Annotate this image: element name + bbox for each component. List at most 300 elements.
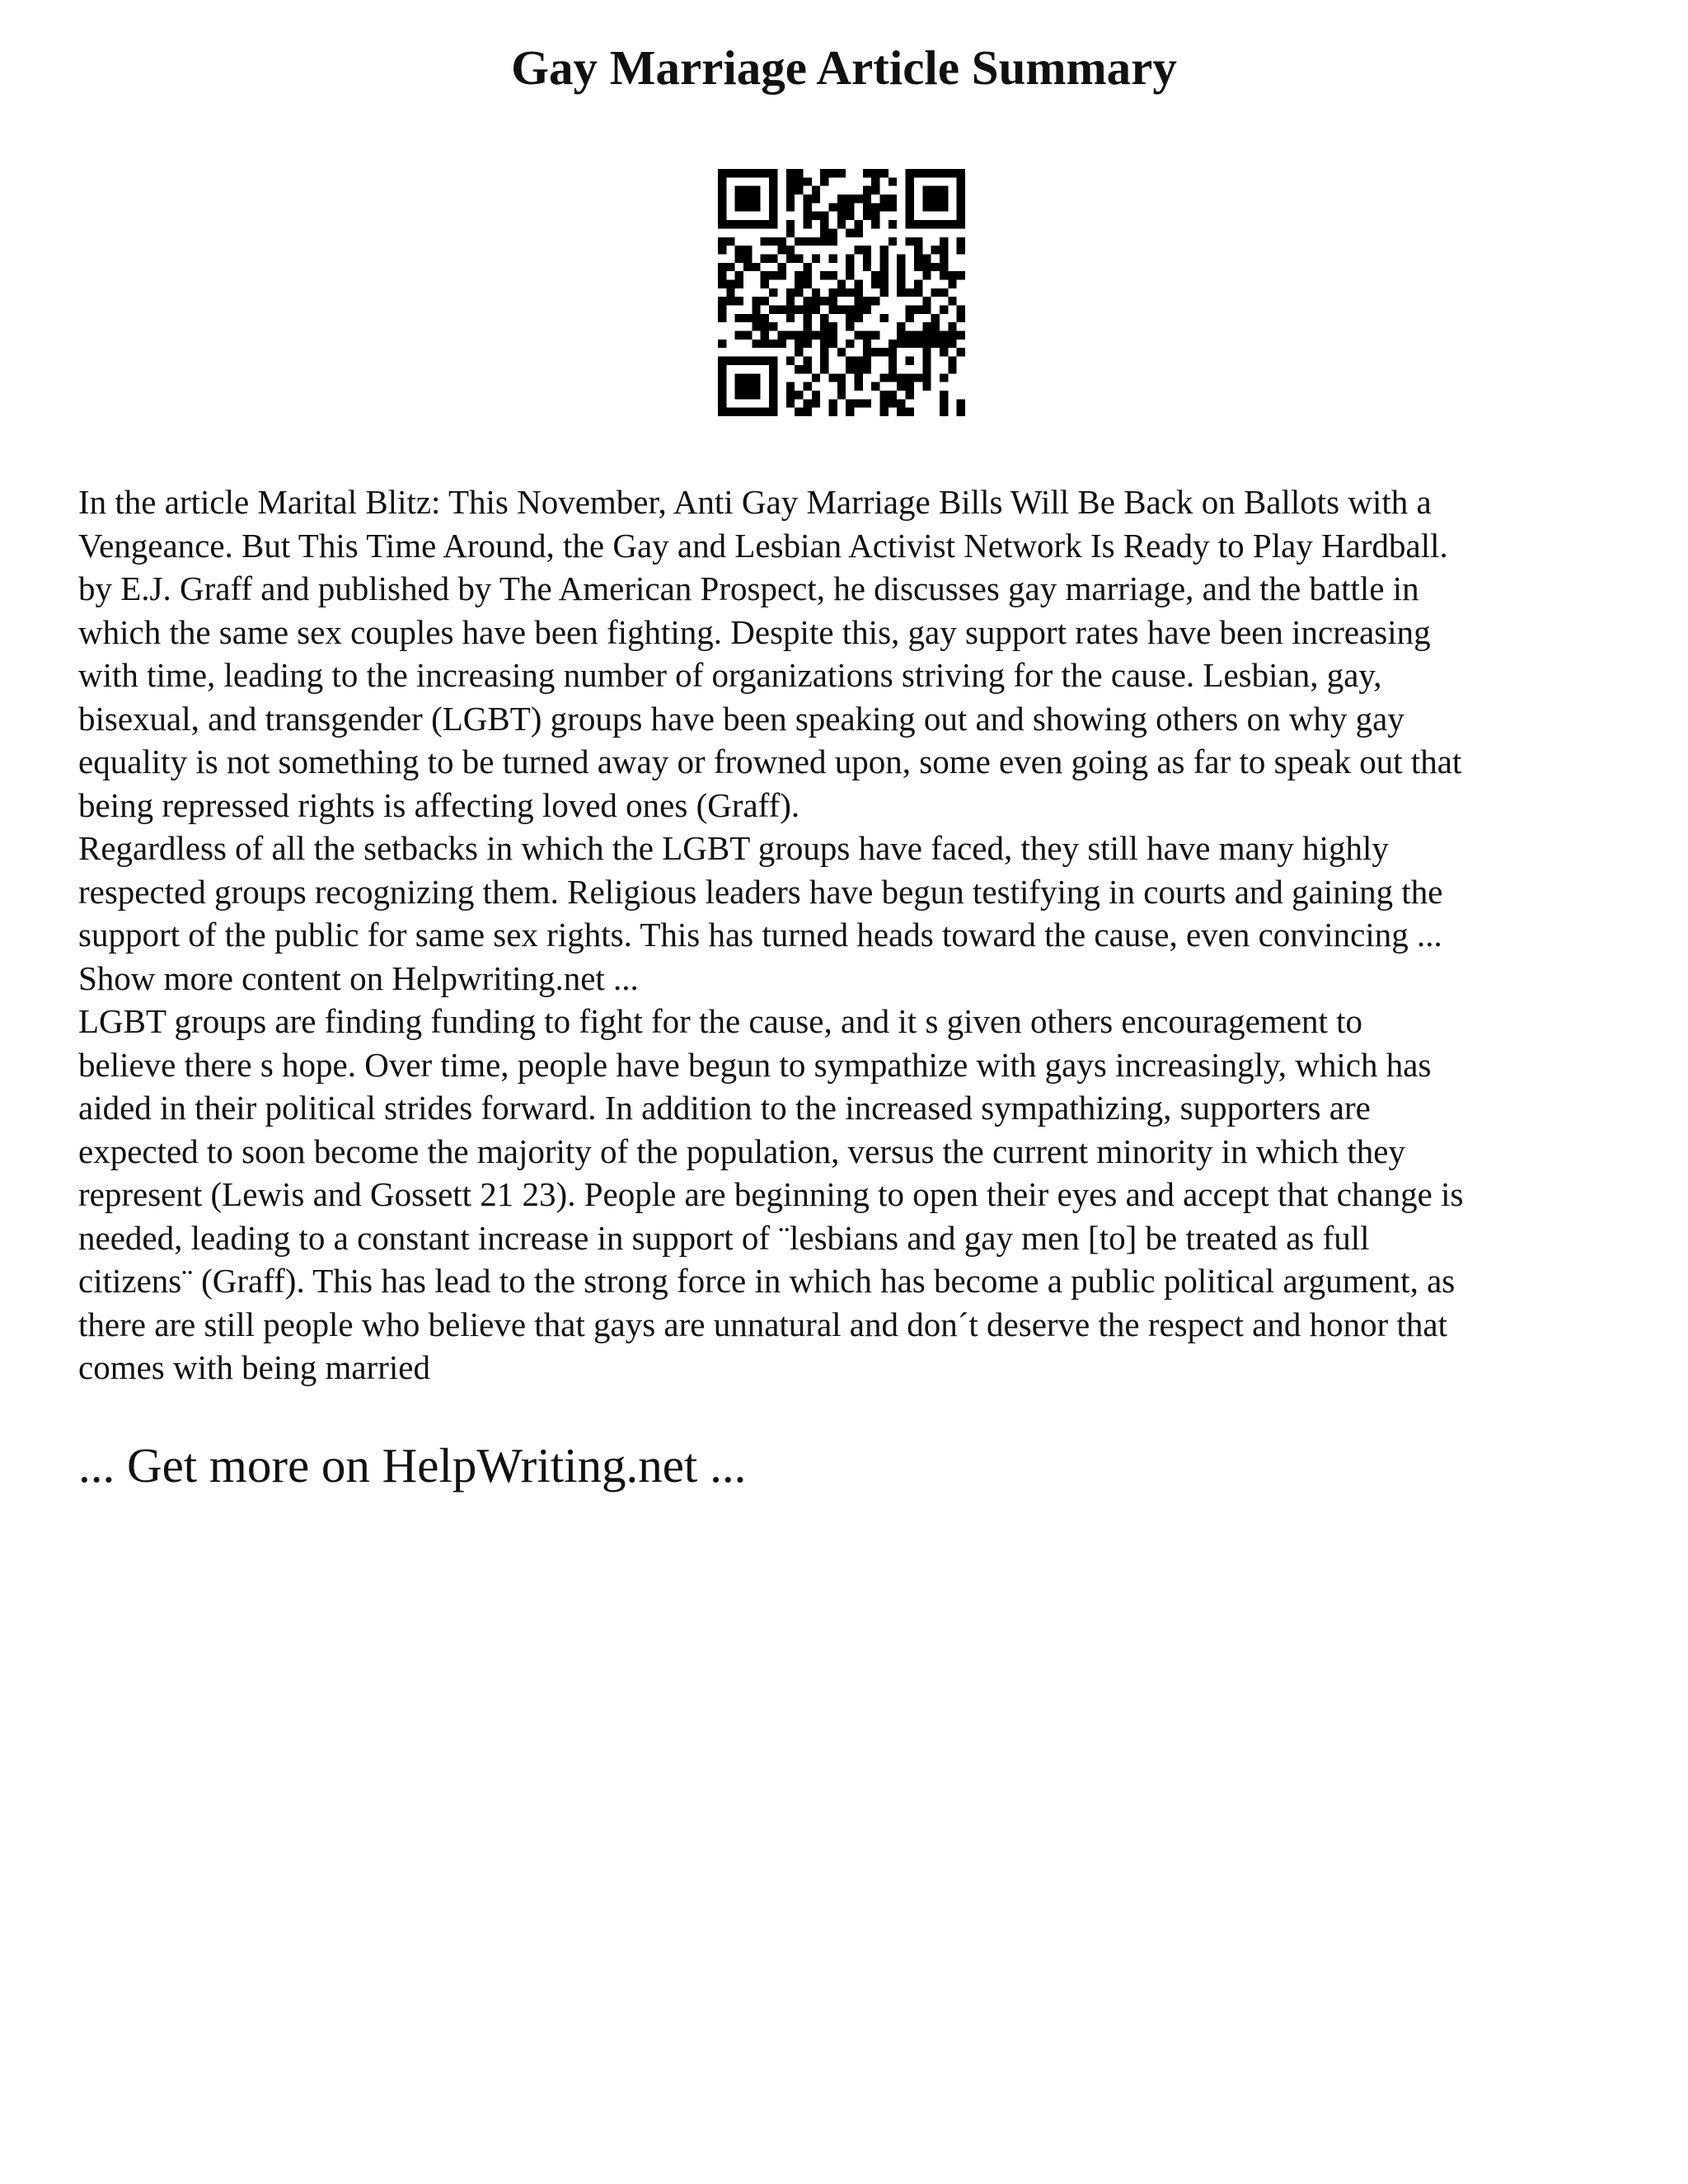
qr-module (761, 340, 769, 348)
qr-module (769, 186, 777, 194)
qr-module (820, 365, 828, 373)
qr-module (863, 203, 871, 211)
qr-module (837, 212, 846, 220)
qr-module (812, 237, 820, 246)
qr-module (820, 297, 828, 305)
qr-module (769, 237, 777, 246)
qr-module (837, 194, 846, 203)
qr-module (940, 340, 948, 348)
qr-module (906, 203, 914, 211)
qr-module (795, 288, 803, 297)
qr-module (795, 177, 803, 185)
qr-module (803, 314, 811, 322)
qr-module (863, 254, 871, 262)
qr-module (837, 169, 846, 177)
qr-module (752, 186, 760, 194)
qr-module (718, 399, 726, 407)
qr-module (889, 194, 897, 203)
qr-module (795, 169, 803, 177)
qr-module (846, 399, 854, 407)
qr-module (828, 271, 837, 279)
qr-module (820, 322, 828, 330)
qr-module (871, 203, 879, 211)
qr-module (957, 186, 965, 194)
qr-module (914, 254, 922, 262)
qr-module (922, 220, 931, 228)
qr-module (863, 246, 871, 254)
qr-module (752, 322, 760, 330)
qr-module (889, 399, 897, 407)
qr-module (820, 348, 828, 356)
qr-module (863, 340, 871, 348)
qr-module (880, 194, 889, 203)
qr-module (948, 322, 956, 330)
qr-module (846, 194, 854, 203)
qr-module (828, 322, 837, 330)
qr-module (803, 297, 811, 305)
qr-module (922, 186, 931, 194)
qr-module (855, 220, 863, 228)
qr-module (914, 246, 922, 254)
qr-module (769, 254, 777, 262)
qr-module (906, 177, 914, 185)
qr-module (906, 288, 914, 297)
qr-module (786, 314, 795, 322)
qr-module (880, 203, 889, 211)
qr-module (855, 331, 863, 340)
qr-module (769, 203, 777, 211)
qr-module (828, 340, 837, 348)
qr-module (846, 408, 854, 416)
qr-module (855, 288, 863, 297)
qr-module (752, 314, 760, 322)
qr-module (940, 271, 948, 279)
qr-module (906, 373, 914, 382)
qr-module (855, 399, 863, 407)
qr-module (769, 177, 777, 185)
qr-module (752, 297, 760, 305)
qr-module (880, 288, 889, 297)
qr-module (718, 246, 726, 254)
qr-module (752, 194, 760, 203)
qr-module (803, 322, 811, 330)
qr-module (735, 297, 743, 305)
qr-module (777, 246, 785, 254)
qr-module (897, 340, 905, 348)
qr-module (880, 391, 889, 399)
qr-module (761, 279, 769, 288)
qr-module (855, 365, 863, 373)
qr-module (726, 297, 734, 305)
qr-module (846, 306, 854, 314)
qr-module (820, 212, 828, 220)
qr-module (846, 365, 854, 373)
qr-module (906, 212, 914, 220)
qr-module (906, 169, 914, 177)
qr-module (786, 186, 795, 194)
qr-module (820, 340, 828, 348)
qr-module (743, 373, 752, 382)
qr-module (812, 306, 820, 314)
qr-module (855, 382, 863, 391)
qr-module (957, 220, 965, 228)
qr-module (820, 271, 828, 279)
qr-code-icon (718, 169, 965, 416)
qr-module (957, 331, 965, 340)
qr-module (803, 340, 811, 348)
qr-module (735, 373, 743, 382)
qr-module (863, 263, 871, 271)
qr-module (752, 382, 760, 391)
qr-module (855, 297, 863, 305)
qr-module (855, 279, 863, 288)
qr-module (837, 279, 846, 288)
qr-module (786, 254, 795, 262)
qr-module (812, 186, 820, 194)
qr-module (726, 408, 734, 416)
qr-module (897, 382, 905, 391)
qr-module (906, 331, 914, 340)
qr-module (718, 297, 726, 305)
qr-module (906, 186, 914, 194)
qr-module (761, 297, 769, 305)
qr-module (769, 322, 777, 330)
qr-module (795, 279, 803, 288)
qr-module (855, 314, 863, 322)
qr-module (957, 169, 965, 177)
qr-module (880, 254, 889, 262)
qr-module (761, 271, 769, 279)
qr-module (786, 220, 795, 228)
qr-module (820, 237, 828, 246)
qr-module (718, 373, 726, 382)
qr-module (880, 279, 889, 288)
qr-module (940, 169, 948, 177)
qr-module (931, 340, 940, 348)
qr-module (786, 399, 795, 407)
qr-module (922, 254, 931, 262)
qr-module (931, 203, 940, 211)
qr-module (931, 186, 940, 194)
qr-module (863, 194, 871, 203)
qr-module (880, 408, 889, 416)
qr-module (940, 186, 948, 194)
qr-module (863, 357, 871, 365)
qr-module (786, 177, 795, 185)
qr-module (803, 271, 811, 279)
qr-module (940, 220, 948, 228)
qr-module (889, 203, 897, 211)
qr-module (803, 357, 811, 365)
qr-module (803, 194, 811, 203)
qr-module (718, 203, 726, 211)
qr-module (948, 331, 956, 340)
article-body: In the article Marital Blitz: This November, Anti Gay Marriage Bills Will Be Back on Ballots with a Vengeance. But This Time Around, the Gay and Lesbian Activist Network Is Ready to Play Hardball. by E.J. Graff and published by The American Prospect, he discusses gay marriage, and the battle in which the same sex couples have been fighting. Despite this, gay support rates have been increasing with time, leading to the increasing number of organizations striving for the cause. Lesbian, gay, bisexual, and transgender (LGBT) groups have been speaking out and showing others on why gay equality is not something to be turned away or frowned upon, some even going as far to speak out that being repressed rights is affecting loved ones (Graff). Regardless of all the setbacks in which the LGBT groups have faced, they still have many highly respected groups recognizing them. Religious leaders have begun testifying in courts and gaining the support of the public for same sex rights. This has turned heads toward the cause, even convincing ... Show more content on Helpwriting.net ... LGBT groups are finding funding to fight for the cause, and it s given others encouragement to believe there s hope. Over time, people have begun to sympathize with gays increasingly, which has aided in their political strides forward. In addition to the increased sympathizing, supporters are expected to soon become the majority of the population, versus the current minority in which they represent (Lewis and Gossett 21 23). People are beginning to open their eyes and accept that change is needed, leading to a constant increase in support of ¨lesbians and gay men [to] be treated as full citizens¨ (Graff). This has lead to the strong force in which has become a public political argument, as there are still people who believe that gays are unnatural and don´t deserve the respect and honor that comes with being married (78, 483, 1464, 1386)
qr-module (846, 314, 854, 322)
qr-module (718, 169, 726, 177)
qr-module (735, 254, 743, 262)
qr-module (743, 408, 752, 416)
qr-module (795, 237, 803, 246)
qr-module (889, 237, 897, 246)
qr-module (922, 271, 931, 279)
qr-module (735, 391, 743, 399)
qr-module (846, 228, 854, 237)
qr-module (735, 408, 743, 416)
qr-module (718, 391, 726, 399)
qr-module (786, 228, 795, 237)
qr-module (948, 297, 956, 305)
qr-module (855, 228, 863, 237)
qr-module (837, 220, 846, 228)
qr-module (828, 373, 837, 382)
qr-module (837, 288, 846, 297)
qr-module (718, 340, 726, 348)
qr-module (922, 194, 931, 203)
qr-module (897, 373, 905, 382)
qr-module (786, 194, 795, 203)
qr-module (914, 263, 922, 271)
qr-module (786, 391, 795, 399)
qr-module (795, 306, 803, 314)
qr-module (735, 357, 743, 365)
qr-module (837, 391, 846, 399)
qr-module (786, 203, 795, 211)
qr-module (906, 357, 914, 365)
qr-module (948, 340, 956, 348)
qr-module (769, 212, 777, 220)
qr-module (889, 348, 897, 356)
qr-module (871, 297, 879, 305)
qr-module (718, 263, 726, 271)
qr-module (786, 169, 795, 177)
qr-module (726, 357, 734, 365)
qr-module (940, 373, 948, 382)
qr-module (889, 391, 897, 399)
qr-module (752, 203, 760, 211)
qr-module (940, 408, 948, 416)
qr-module (897, 322, 905, 330)
qr-module (769, 399, 777, 407)
qr-module (922, 365, 931, 373)
qr-module (846, 322, 854, 330)
qr-module (769, 306, 777, 314)
qr-module (837, 373, 846, 382)
qr-module (803, 279, 811, 288)
qr-module (820, 177, 828, 185)
qr-module (752, 373, 760, 382)
qr-module (761, 220, 769, 228)
qr-module (803, 263, 811, 271)
qr-module (795, 365, 803, 373)
qr-module (837, 306, 846, 314)
qr-module (957, 408, 965, 416)
qr-module (940, 306, 948, 314)
qr-module (957, 246, 965, 254)
qr-module (889, 220, 897, 228)
qr-module (897, 279, 905, 288)
qr-module (897, 288, 905, 297)
qr-module (803, 306, 811, 314)
qr-module (761, 322, 769, 330)
qr-module (871, 212, 879, 220)
qr-module (795, 331, 803, 340)
qr-module (922, 263, 931, 271)
qr-module (922, 297, 931, 305)
qr-module (948, 357, 956, 365)
qr-module (897, 271, 905, 279)
qr-module (846, 263, 854, 271)
qr-module (863, 306, 871, 314)
qr-module (846, 203, 854, 211)
qr-module (889, 373, 897, 382)
qr-module (906, 408, 914, 416)
qr-module (855, 373, 863, 382)
qr-module (922, 373, 931, 382)
qr-module (906, 391, 914, 399)
qr-module (914, 373, 922, 382)
qr-module (828, 306, 837, 314)
qr-module (922, 306, 931, 314)
qr-module (828, 237, 837, 246)
qr-module (863, 348, 871, 356)
qr-module (914, 306, 922, 314)
qr-module (735, 186, 743, 194)
qr-module (786, 288, 795, 297)
qr-module (726, 279, 734, 288)
qr-module (735, 279, 743, 288)
qr-module (795, 408, 803, 416)
qr-module (922, 322, 931, 330)
qr-module (769, 382, 777, 391)
qr-module (871, 279, 879, 288)
qr-module (922, 169, 931, 177)
qr-module (880, 399, 889, 407)
qr-module (828, 254, 837, 262)
qr-module (777, 331, 785, 340)
qr-module (761, 357, 769, 365)
qr-module (940, 263, 948, 271)
qr-module (940, 391, 948, 399)
qr-module (906, 340, 914, 348)
qr-module (889, 357, 897, 365)
qr-module (769, 288, 777, 297)
qr-module (863, 297, 871, 305)
qr-module (897, 331, 905, 340)
qr-module (777, 340, 785, 348)
qr-module (906, 220, 914, 228)
qr-module (769, 391, 777, 399)
qr-module (940, 203, 948, 211)
qr-module (735, 246, 743, 254)
qr-module (957, 314, 965, 322)
qr-module (931, 169, 940, 177)
qr-module (846, 212, 854, 220)
qr-module (940, 288, 948, 297)
qr-module (743, 169, 752, 177)
qr-module (718, 194, 726, 203)
qr-module (795, 271, 803, 279)
qr-module (761, 237, 769, 246)
qr-module (718, 186, 726, 194)
qr-module (828, 297, 837, 305)
qr-module (837, 348, 846, 356)
qr-module (957, 203, 965, 211)
qr-module (846, 357, 854, 365)
qr-module (743, 254, 752, 262)
qr-module (957, 306, 965, 314)
qr-module (931, 288, 940, 297)
qr-module (837, 203, 846, 211)
qr-module (752, 408, 760, 416)
qr-module (889, 340, 897, 348)
qr-module (922, 382, 931, 391)
qr-module (897, 399, 905, 407)
qr-module (863, 186, 871, 194)
qr-module (880, 314, 889, 322)
qr-module (803, 408, 811, 416)
qr-module (761, 314, 769, 322)
qr-module (957, 212, 965, 220)
qr-module (820, 314, 828, 322)
qr-module (777, 306, 785, 314)
qr-module (837, 382, 846, 391)
qr-module (828, 288, 837, 297)
qr-module (846, 288, 854, 297)
qr-module (948, 271, 956, 279)
qr-module (743, 391, 752, 399)
qr-module (795, 186, 803, 194)
qr-module (812, 212, 820, 220)
qr-code-graphic (718, 169, 965, 416)
qr-module (855, 246, 863, 254)
qr-module (769, 373, 777, 382)
qr-module (718, 220, 726, 228)
qr-module (871, 348, 879, 356)
qr-module (803, 212, 811, 220)
qr-module (880, 373, 889, 382)
qr-module (940, 348, 948, 356)
qr-module (828, 228, 837, 237)
qr-module (897, 254, 905, 262)
qr-module (786, 297, 795, 305)
qr-module (828, 203, 837, 211)
qr-module (922, 357, 931, 365)
qr-module (735, 271, 743, 279)
qr-module (957, 271, 965, 279)
qr-module (897, 263, 905, 271)
qr-module (735, 220, 743, 228)
qr-module (914, 340, 922, 348)
qr-module (743, 331, 752, 340)
qr-module (735, 331, 743, 340)
qr-module (863, 169, 871, 177)
qr-module (803, 365, 811, 373)
qr-module (769, 365, 777, 373)
qr-module (726, 288, 734, 297)
qr-module (855, 194, 863, 203)
qr-module (786, 331, 795, 340)
qr-module (735, 194, 743, 203)
qr-module (803, 399, 811, 407)
qr-module (752, 306, 760, 314)
qr-module (948, 365, 956, 373)
qr-module (743, 220, 752, 228)
qr-module (828, 408, 837, 416)
get-more-link[interactable]: ... Get more on HelpWriting.net ... (78, 1438, 747, 1493)
qr-module (957, 348, 965, 356)
qr-module (828, 399, 837, 407)
